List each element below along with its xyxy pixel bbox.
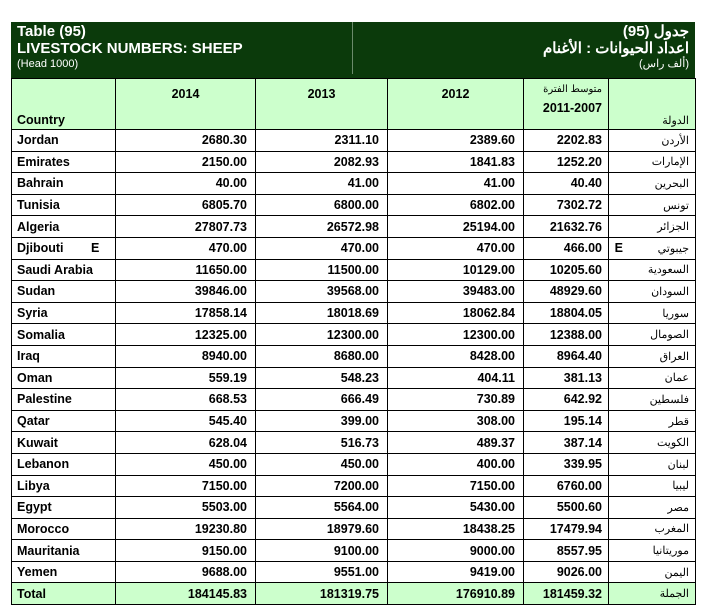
cell-2012: 12300.00: [388, 324, 524, 346]
cell-2012: 9419.00: [388, 561, 524, 583]
cell-2012: 489.37: [388, 432, 524, 454]
cell-average: 339.95: [524, 453, 609, 475]
cell-country: [12, 497, 116, 519]
cell-2014: 668.53: [116, 389, 256, 411]
cell-2012: 400.00: [388, 453, 524, 475]
cell-2014: 17858.14: [116, 302, 256, 324]
cell-2012: 6802.00: [388, 194, 524, 216]
cell-2012: 9000.00: [388, 540, 524, 562]
table-title: LIVESTOCK NUMBERS: SHEEP: [17, 40, 243, 57]
cell-2013: 548.23: [256, 367, 388, 389]
cell-country-ar: [609, 583, 696, 605]
cell-country-ar: [609, 345, 696, 367]
cell-country: [12, 151, 116, 173]
country-name: Sudan: [17, 284, 56, 299]
cell-2012: 8428.00: [388, 345, 524, 367]
country-name-ar: السعودية: [647, 264, 689, 277]
cell-country-ar: [609, 151, 696, 173]
cell-country: [12, 302, 116, 324]
cell-2012: 5430.00: [388, 497, 524, 519]
table-row: [12, 173, 696, 195]
cell-2014: 9150.00: [116, 540, 256, 562]
cell-country: [12, 389, 116, 411]
country-name: Emirates: [17, 154, 70, 169]
cell-2013: 666.49: [256, 389, 388, 411]
cell-2013: 9100.00: [256, 540, 388, 562]
cell-2012: 39483.00: [388, 281, 524, 303]
table-row: [12, 497, 696, 519]
cell-country: [12, 540, 116, 562]
cell-2013: 516.73: [256, 432, 388, 454]
cell-average: 48929.60: [524, 281, 609, 303]
cell-country-ar: [609, 432, 696, 454]
col-header-2014: 2014: [116, 79, 256, 130]
country-name-ar: الأردن: [661, 134, 689, 147]
cell-2014: 9688.00: [116, 561, 256, 583]
cell-average: 9026.00: [524, 561, 609, 583]
cell-country: [12, 475, 116, 497]
cell-country: [12, 324, 116, 346]
cell-average: 1252.20: [524, 151, 609, 173]
cell-2013: 470.00: [256, 237, 388, 259]
cell-country: [12, 345, 116, 367]
country-name-ar: الجملة: [659, 588, 689, 601]
cell-country: [12, 130, 116, 152]
table-row: [12, 367, 696, 389]
table-row: [12, 345, 696, 367]
cell-2014: 545.40: [116, 410, 256, 432]
cell-country-ar: [609, 453, 696, 475]
country-name: Mauritania: [17, 543, 80, 558]
country-name: Yemen: [17, 565, 58, 580]
cell-2014: 450.00: [116, 453, 256, 475]
cell-average: 18804.05: [524, 302, 609, 324]
title-divider: [352, 22, 353, 74]
sheep-livestock-table-container: [11, 22, 695, 605]
cell-country: [12, 561, 116, 583]
cell-country-ar: [609, 130, 696, 152]
country-name: Egypt: [17, 500, 52, 515]
cell-country: [12, 518, 116, 540]
cell-2013: 399.00: [256, 410, 388, 432]
cell-2012: 18062.84: [388, 302, 524, 324]
country-name-ar: الجزائر: [657, 221, 689, 234]
cell-average: 381.13: [524, 367, 609, 389]
country-name-ar: الكويت: [656, 437, 689, 450]
data-table: [11, 78, 696, 605]
cell-average: 40.40: [524, 173, 609, 195]
cell-country: [12, 173, 116, 195]
country-name-ar: تونس: [663, 199, 689, 212]
cell-2013: 8680.00: [256, 345, 388, 367]
country-name-ar: الإمارات: [651, 156, 689, 169]
country-name-ar: الصومال: [650, 329, 689, 342]
cell-average: 7302.72: [524, 194, 609, 216]
cell-average: 8964.40: [524, 345, 609, 367]
cell-average: 5500.60: [524, 497, 609, 519]
table-unit-ar: (ألف راس): [639, 58, 689, 70]
table-unit: (Head 1000): [17, 58, 79, 70]
country-name: Morocco: [17, 521, 70, 536]
country-name-ar: لبنان: [667, 458, 689, 471]
cell-2014: 39846.00: [116, 281, 256, 303]
header-row: [12, 79, 696, 130]
table-row: [12, 302, 696, 324]
country-name-ar: سوريا: [662, 307, 689, 320]
cell-country: [12, 259, 116, 281]
cell-2013: 41.00: [256, 173, 388, 195]
cell-average: 12388.00: [524, 324, 609, 346]
cell-2014: 628.04: [116, 432, 256, 454]
cell-2012: 176910.89: [388, 583, 524, 605]
table-number: Table (95): [17, 23, 86, 40]
table-row: [12, 324, 696, 346]
country-name-ar: البحرين: [654, 177, 689, 190]
country-name-ar: المغرب: [654, 523, 689, 536]
cell-2013: 12300.00: [256, 324, 388, 346]
country-name: Jordan: [17, 133, 59, 148]
country-name-ar: العراق: [659, 350, 689, 363]
table-row: [12, 237, 696, 259]
cell-country: [12, 216, 116, 238]
country-name-ar: السودان: [651, 285, 689, 298]
col-header-average-years: 2011-2007: [542, 101, 602, 115]
cell-2013: 181319.75: [256, 583, 388, 605]
cell-country: [12, 583, 116, 605]
cell-country: [12, 432, 116, 454]
table-number-ar: جدول (95): [622, 23, 689, 40]
title-arabic: [359, 23, 689, 71]
country-name-ar: موريتانيا: [652, 545, 689, 558]
table-row: [12, 216, 696, 238]
title-english: [17, 23, 347, 71]
cell-2013: 6800.00: [256, 194, 388, 216]
cell-country: [12, 453, 116, 475]
cell-2012: 7150.00: [388, 475, 524, 497]
col-header-average-ar: متوسط الفترة: [543, 84, 602, 95]
col-header-country-ar: الدولة: [609, 79, 696, 130]
cell-2014: 7150.00: [116, 475, 256, 497]
table-row: [12, 540, 696, 562]
cell-2013: 5564.00: [256, 497, 388, 519]
country-name: Libya: [17, 478, 50, 493]
cell-country-ar: [609, 518, 696, 540]
country-name: Syria: [17, 306, 48, 321]
cell-2012: 308.00: [388, 410, 524, 432]
country-name: Somalia: [17, 327, 65, 342]
cell-2012: 10129.00: [388, 259, 524, 281]
cell-country: [12, 194, 116, 216]
cell-country-ar: [609, 410, 696, 432]
country-name: Total: [17, 586, 46, 601]
country-name: Kuwait: [17, 435, 58, 450]
cell-2013: 450.00: [256, 453, 388, 475]
cell-2014: 40.00: [116, 173, 256, 195]
cell-2014: 5503.00: [116, 497, 256, 519]
cell-2012: 730.89: [388, 389, 524, 411]
country-name-ar: مصر: [667, 501, 689, 514]
cell-country-ar: [609, 302, 696, 324]
cell-2013: 11500.00: [256, 259, 388, 281]
cell-2014: 470.00: [116, 237, 256, 259]
cell-average: 6760.00: [524, 475, 609, 497]
cell-country: [12, 281, 116, 303]
cell-2013: 2082.93: [256, 151, 388, 173]
title-band: [11, 22, 695, 78]
col-header-country: Country: [12, 79, 116, 130]
cell-2013: 18018.69: [256, 302, 388, 324]
country-name-ar: اليمن: [664, 566, 689, 579]
cell-2012: 41.00: [388, 173, 524, 195]
cell-2014: 11650.00: [116, 259, 256, 281]
cell-2014: 12325.00: [116, 324, 256, 346]
cell-2014: 6805.70: [116, 194, 256, 216]
cell-2014: 2680.30: [116, 130, 256, 152]
cell-country-ar: [609, 259, 696, 281]
country-name: Qatar: [17, 414, 50, 429]
cell-country: [12, 367, 116, 389]
cell-average: 387.14: [524, 432, 609, 454]
cell-country-ar: [609, 237, 696, 259]
cell-country-ar: [609, 475, 696, 497]
cell-average: 195.14: [524, 410, 609, 432]
cell-country-ar: [609, 540, 696, 562]
cell-average: 17479.94: [524, 518, 609, 540]
cell-2012: 25194.00: [388, 216, 524, 238]
cell-country-ar: [609, 367, 696, 389]
table-row: [12, 561, 696, 583]
cell-average: 21632.76: [524, 216, 609, 238]
cell-country: [12, 410, 116, 432]
country-name-ar: عمان: [664, 372, 689, 385]
cell-average: 181459.32: [524, 583, 609, 605]
cell-2012: 470.00: [388, 237, 524, 259]
country-name: Iraq: [17, 349, 40, 364]
cell-average: 10205.60: [524, 259, 609, 281]
cell-average: 466.00: [524, 237, 609, 259]
cell-2013: 39568.00: [256, 281, 388, 303]
cell-2014: 27807.73: [116, 216, 256, 238]
cell-average: 8557.95: [524, 540, 609, 562]
cell-2013: 9551.00: [256, 561, 388, 583]
table-row: [12, 389, 696, 411]
table-row: [12, 410, 696, 432]
table-row: [12, 259, 696, 281]
estimate-flag-ar: E: [614, 240, 623, 255]
cell-2012: 1841.83: [388, 151, 524, 173]
estimate-flag: E: [91, 240, 100, 255]
col-header-2012: 2012: [388, 79, 524, 130]
table-row: [12, 130, 696, 152]
country-name: Djibouti: [17, 241, 64, 256]
country-name: Oman: [17, 370, 53, 385]
country-name: Algeria: [17, 219, 60, 234]
cell-2012: 404.11: [388, 367, 524, 389]
cell-country-ar: [609, 497, 696, 519]
cell-average: 2202.83: [524, 130, 609, 152]
country-name: Lebanon: [17, 457, 70, 472]
cell-country-ar: [609, 281, 696, 303]
cell-2012: 18438.25: [388, 518, 524, 540]
country-name: Bahrain: [17, 176, 64, 191]
total-row: [12, 583, 696, 605]
cell-country-ar: [609, 216, 696, 238]
cell-country-ar: [609, 324, 696, 346]
table-row: [12, 518, 696, 540]
cell-2013: 18979.60: [256, 518, 388, 540]
col-header-2013: 2013: [256, 79, 388, 130]
country-name-ar: ليبيا: [672, 480, 689, 493]
table-row: [12, 475, 696, 497]
country-name: Tunisia: [17, 198, 60, 213]
table-row: [12, 453, 696, 475]
table-body: [12, 130, 696, 605]
table-row: [12, 281, 696, 303]
table-title-ar: اعداد الحيوانات : الأغنام: [542, 40, 689, 57]
col-header-average: [524, 79, 609, 130]
cell-2012: 2389.60: [388, 130, 524, 152]
cell-average: 642.92: [524, 389, 609, 411]
cell-2013: 7200.00: [256, 475, 388, 497]
country-name-ar: فلسطين: [649, 393, 689, 406]
cell-country-ar: [609, 173, 696, 195]
cell-2013: 2311.10: [256, 130, 388, 152]
cell-country-ar: [609, 561, 696, 583]
cell-country: [12, 237, 116, 259]
country-name: Saudi Arabia: [17, 262, 93, 277]
country-name-ar: جيبوتي: [657, 242, 689, 255]
cell-2013: 26572.98: [256, 216, 388, 238]
cell-country-ar: [609, 389, 696, 411]
cell-2014: 184145.83: [116, 583, 256, 605]
cell-2014: 559.19: [116, 367, 256, 389]
cell-country-ar: [609, 194, 696, 216]
table-row: [12, 194, 696, 216]
country-name-ar: قطر: [668, 415, 689, 428]
table-row: [12, 151, 696, 173]
cell-2014: 2150.00: [116, 151, 256, 173]
table-row: [12, 432, 696, 454]
cell-2014: 19230.80: [116, 518, 256, 540]
country-name: Palestine: [17, 392, 72, 407]
cell-2014: 8940.00: [116, 345, 256, 367]
